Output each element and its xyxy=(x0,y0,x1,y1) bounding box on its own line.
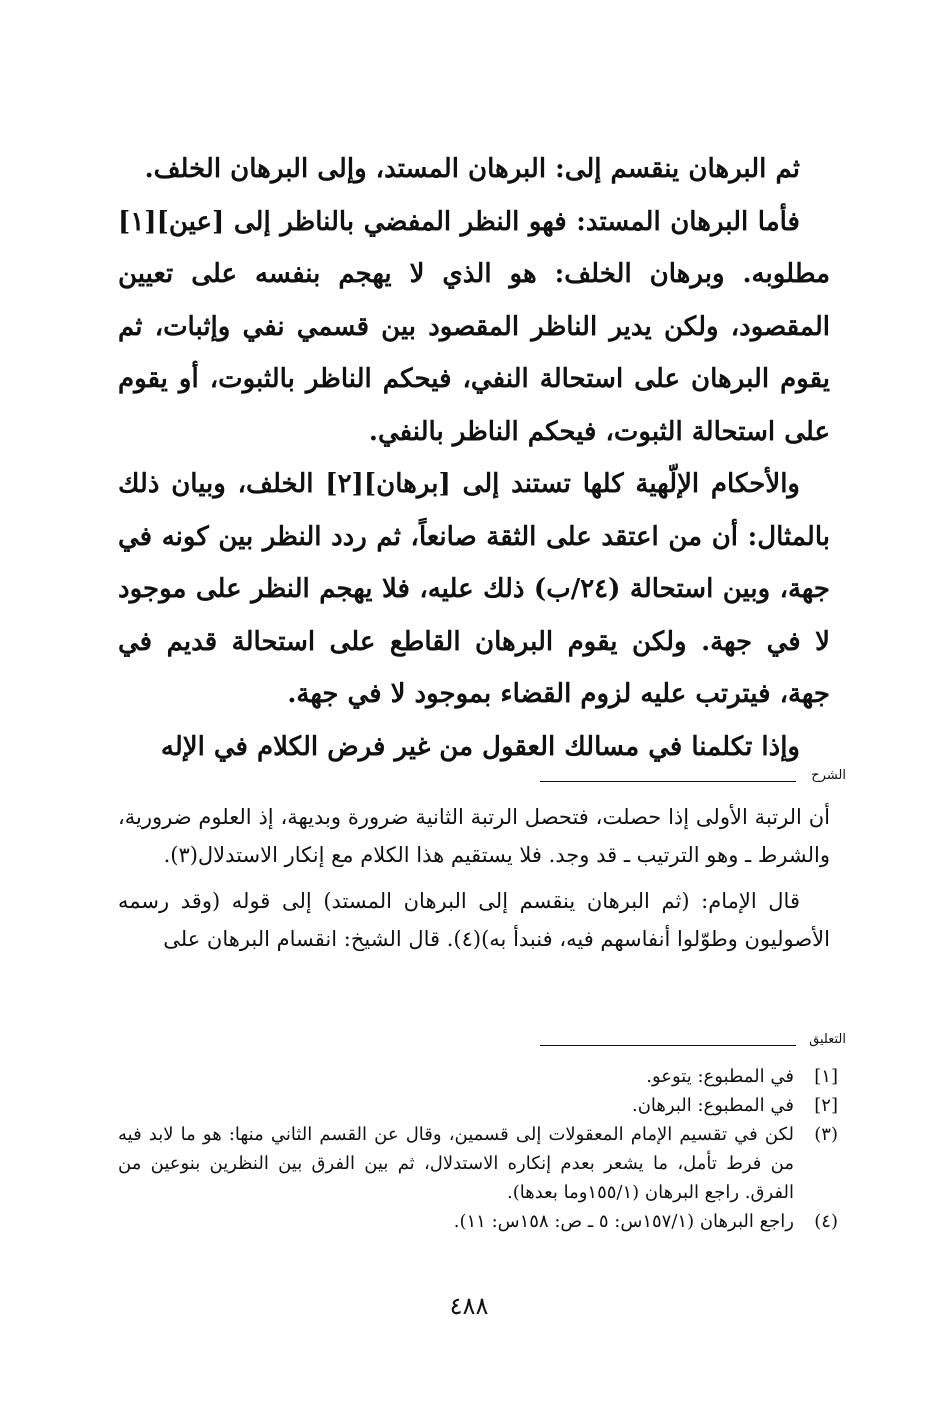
commentary-paragraph: أن الرتبة الأولى إذا حصلت، فتحصل الرتبة الثانية ضرورة وبديهة، إذ العلوم ضرورية، والشرط ـ وهو الترتيب ـ قد وجد. فلا يستقيم هذا الكلام مع إنكار الاستدلال(٣). xyxy=(118,805,830,867)
taliq-divider xyxy=(540,1032,846,1056)
footnote xyxy=(118,1120,838,1207)
footnote-text: راجع البرهان (١٥٧/١س: ٥ ـ ص: ١٥٨س: ١١). xyxy=(453,1211,794,1232)
footnote-number: (٣) xyxy=(814,1124,838,1145)
divider-line xyxy=(540,1045,796,1046)
main-text xyxy=(118,143,830,773)
footnote-text: لكن في تقسيم الإمام المعقولات إلى قسمين، وقال عن القسم الثاني منها: هو ما لابد فيه من فرط تأمل، ما يشعر بعدم إنكاره الاستدلال، ثم بين الفرق بين النظرين بنوعين من الفرق. راجع البرهان (١٥٥/١وما بعدها). xyxy=(118,1124,794,1203)
footnotes xyxy=(118,1062,838,1236)
sharh-label: الشرح xyxy=(811,768,846,783)
footnote xyxy=(118,1091,838,1120)
main-paragraph: فأما البرهان المستد: فهو النظر المفضي بالناظر إلى [عين][١] مطلوبه. وبرهان الخلف: هو الذي لا يهجم بنفسه على تعيين المقصود، ولكن يدير الناظر المقصود بين قسمي نفي وإثبات، ثم يقوم البرهان على استحالة النفي، فيحكم الناظر بالثبوت، أو يقوم على استحالة الثبوت، فيحكم الناظر بالنفي. xyxy=(118,206,831,447)
main-paragraph: وإذا تكلمنا في مسالك العقول من غير فرض الكلام في الإله xyxy=(160,731,800,762)
footnote xyxy=(118,1062,838,1091)
commentary-section xyxy=(118,798,830,958)
divider-line xyxy=(540,781,796,782)
footnote-text: في المطبوع: البرهان. xyxy=(631,1095,794,1116)
main-paragraph: والأحكام الإلّهية كلها تستند إلى [برهان][٢] الخلف، وبيان ذلك بالمثال: أن من اعتقد على الثقة صانعاً، ثم ردد النظر بين كونه في جهة، وبين استحالة (٢٤/ب) ذلك عليه، فلا يهجم النظر على موجود لا في جهة. ولكن يقوم البرهان القاطع على استحالة قديم في جهة، فيترتب عليه لزوم القضاء بموجود لا في جهة. xyxy=(118,469,830,709)
commentary-paragraph: قال الإمام: (ثم البرهان ينقسم إلى البرهان المستد) إلى قوله (وقد رسمه الأصوليون وطوّلوا أنفاسهم فيه، فنبدأ به)(٤). قال الشيخ: انقسام البرهان على xyxy=(118,889,830,951)
sharh-divider xyxy=(540,768,846,792)
footnote-number: [١] xyxy=(814,1066,838,1087)
taliq-label: التعليق xyxy=(809,1032,846,1047)
footnote-text: في المطبوع: يتوعو. xyxy=(646,1066,794,1087)
footnote xyxy=(118,1207,838,1236)
main-paragraph: ثم البرهان ينقسم إلى: البرهان المستد، وإلى البرهان الخلف. xyxy=(144,154,800,184)
page-number: ٤٨٨ xyxy=(449,1292,489,1320)
footnote-number: (٤) xyxy=(814,1211,838,1232)
footnote-number: [٢] xyxy=(814,1095,838,1116)
